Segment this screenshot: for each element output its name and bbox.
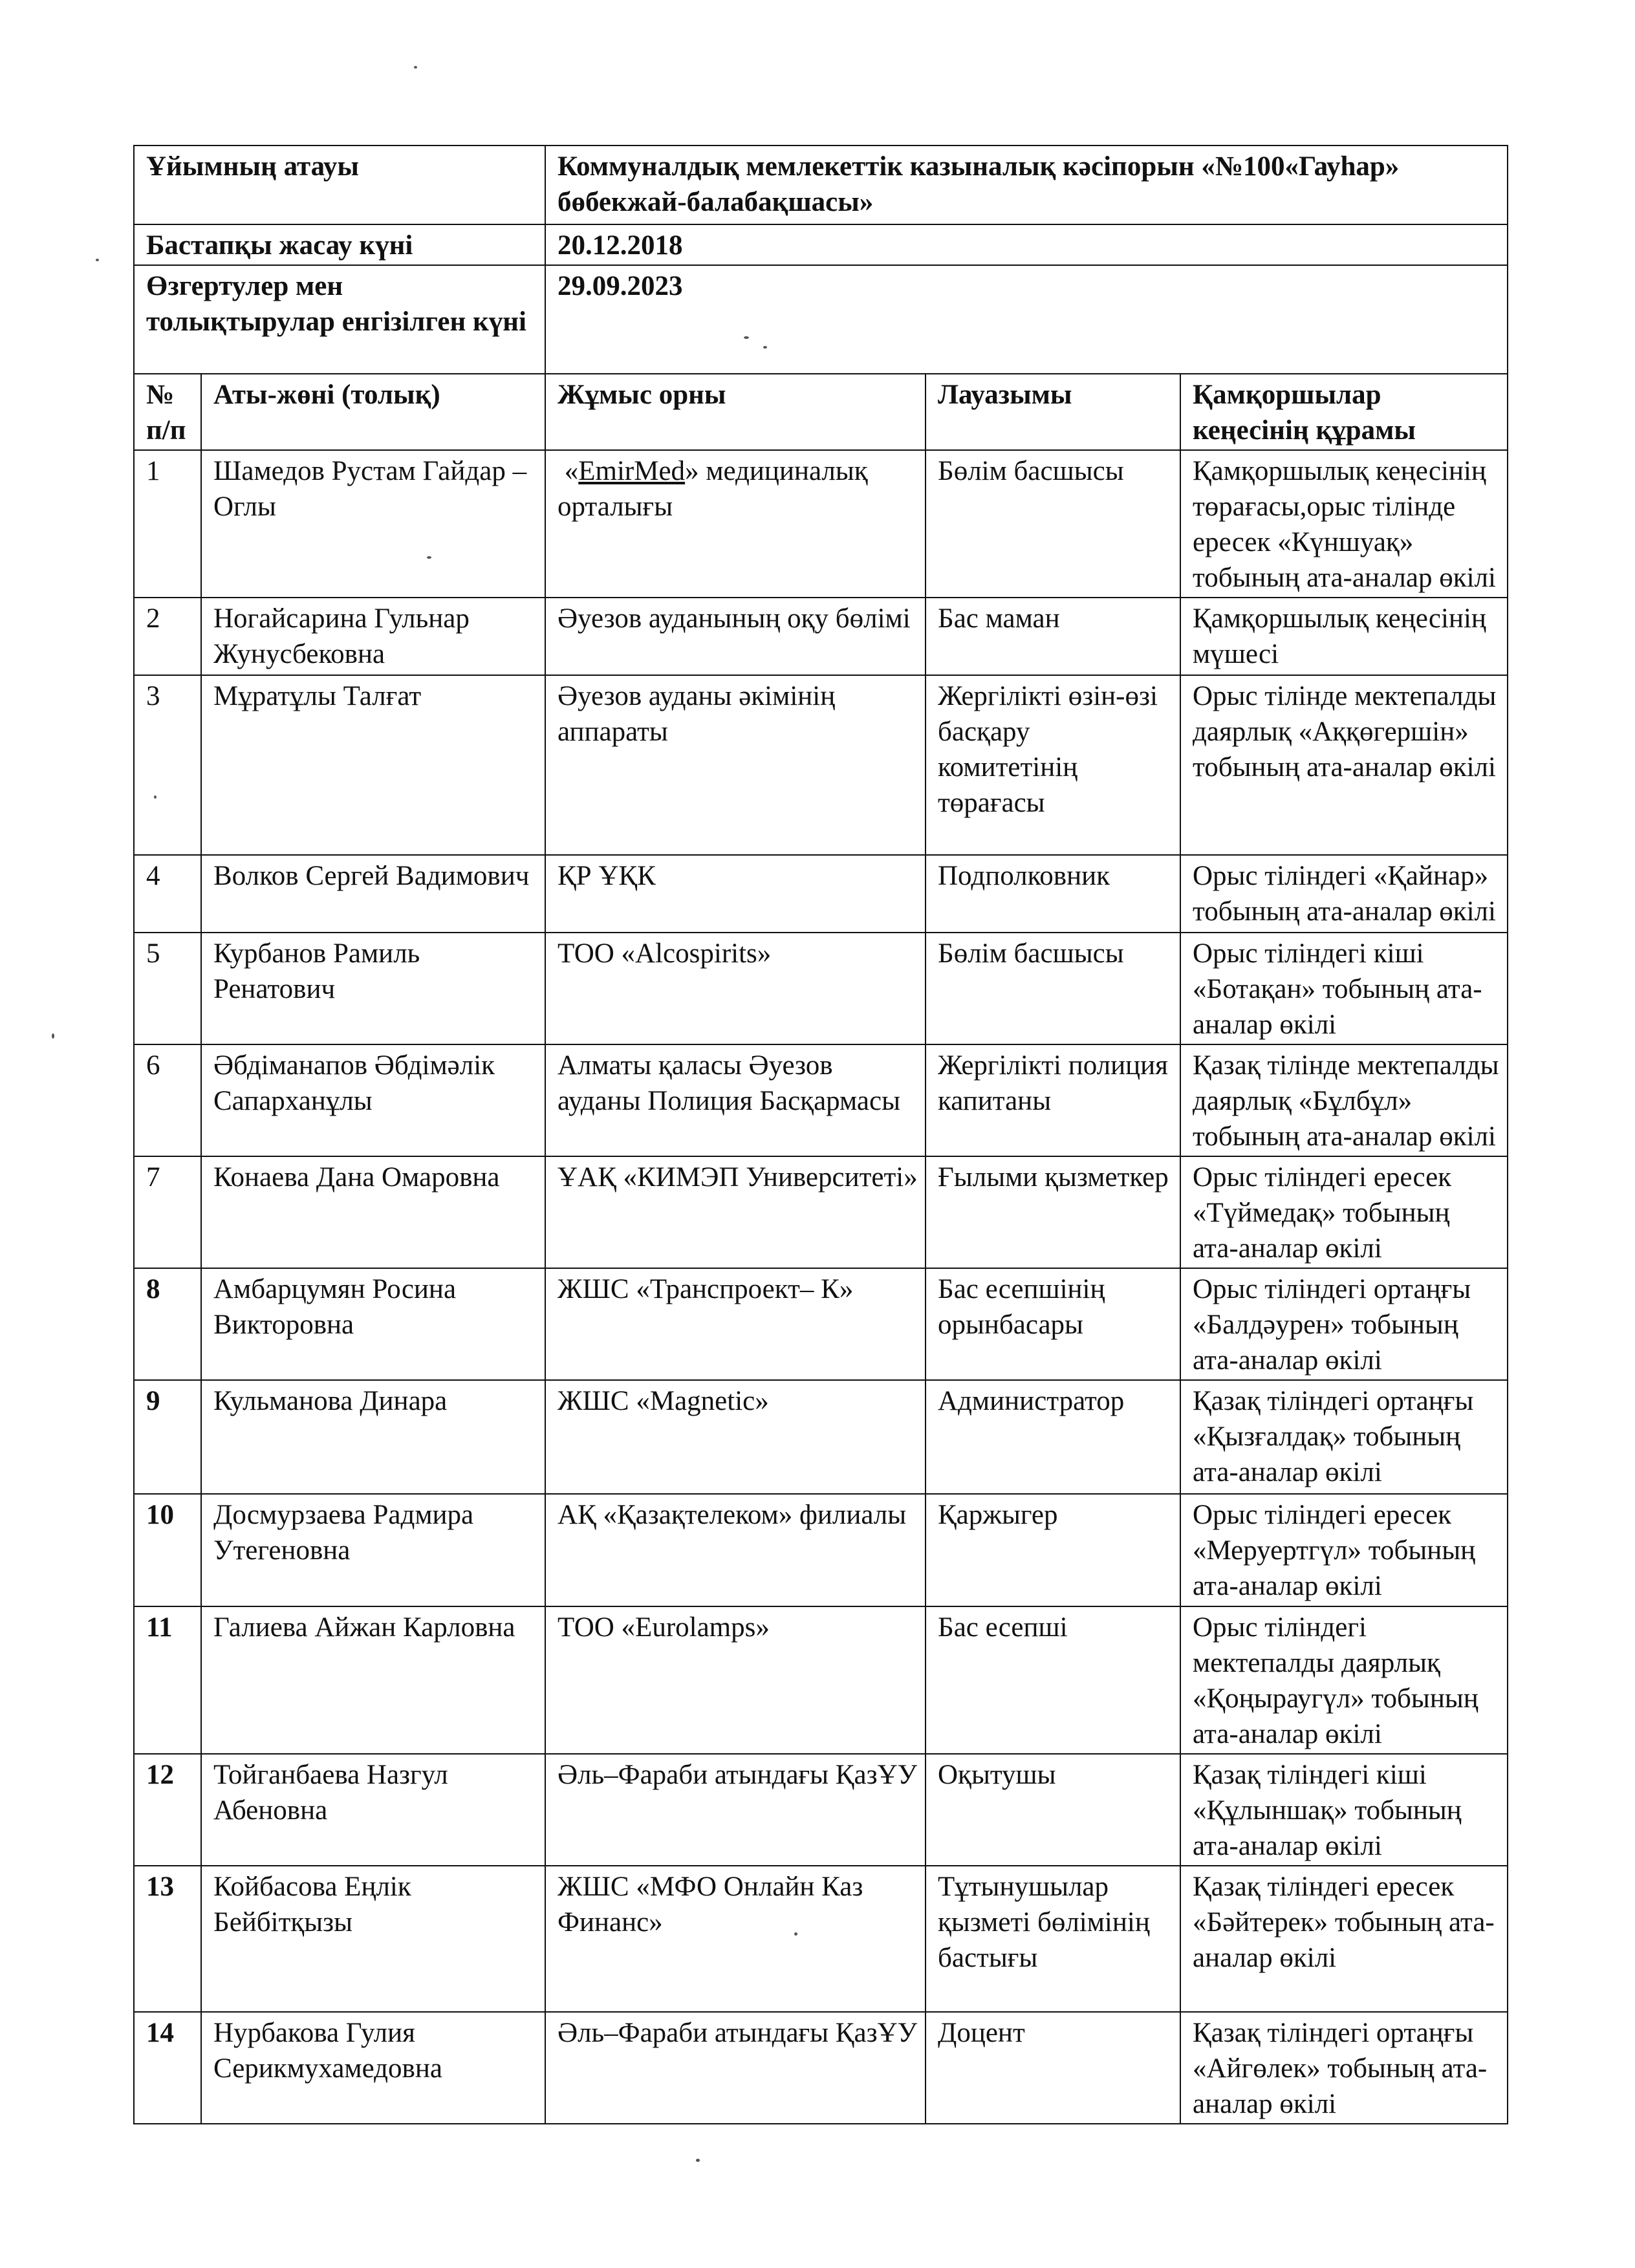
table-row xyxy=(134,675,1508,855)
row-number: 12 xyxy=(134,1754,201,1866)
changed-date: 29.09.2023 xyxy=(545,265,1508,374)
row-council: Қазақ тіліндегі кіші «Құлыншақ» тобының ата-аналар өкілі xyxy=(1180,1754,1508,1866)
row-position: Доцент xyxy=(926,2012,1180,2124)
row-council: Қазақ тіліндегі ортаңғы «Қызғалдақ» тобының ата-аналар өкілі xyxy=(1180,1380,1508,1494)
row-position: Бас маман xyxy=(926,598,1180,675)
row-position: Бөлім басшысы xyxy=(926,933,1180,1044)
row-council: Орыс тілінде мектепалды даярлық «Аққөгершін» тобының ата-аналар өкілі xyxy=(1180,675,1508,855)
row-position: Бас есепші xyxy=(926,1606,1180,1754)
row-number: 9 xyxy=(134,1380,201,1494)
row-workplace: ҰАҚ «КИМЭП Университеті» xyxy=(545,1156,926,1268)
table-row xyxy=(134,1156,1508,1268)
row-number: 11 xyxy=(134,1606,201,1754)
changed-label: Өзгертулер мен толықтырулар енгізілген күні xyxy=(134,265,545,374)
trustee-council-table xyxy=(133,145,1508,2124)
row-number: 3 xyxy=(134,675,201,855)
row-number: 8 xyxy=(134,1268,201,1380)
row-number: 5 xyxy=(134,933,201,1044)
row-position: Администратор xyxy=(926,1380,1180,1494)
row-workplace: АҚ «Қазақтелеком» филиалы xyxy=(545,1494,926,1606)
row-name: Ногайсарина Гульнар Жунусбековна xyxy=(201,598,545,675)
col-header-workplace: Жұмыс орны xyxy=(545,374,926,450)
row-position: Оқытушы xyxy=(926,1754,1180,1866)
row-council: Қазақ тіліндегі ересек «Бәйтерек» тобының ата-аналар өкілі xyxy=(1180,1866,1508,2012)
row-position: Жергілікті өзін-өзі басқару комитетінің төрағасы xyxy=(926,675,1180,855)
row-workplace: ТОО «Alcospirits» xyxy=(545,933,926,1044)
row-workplace-part: « xyxy=(564,456,579,486)
row-council: Қамқоршылық кеңесінің мүшесі xyxy=(1180,598,1508,675)
row-name: Тойганбаева Назгул Абеновна xyxy=(201,1754,545,1866)
row-name: Досмурзаева Радмира Утегеновна xyxy=(201,1494,545,1606)
org-label: Ұйымның атауы xyxy=(134,146,545,224)
row-number: 7 xyxy=(134,1156,201,1268)
org-name-row xyxy=(134,146,1508,224)
row-name: Шамедов Рустам Гайдар –Оглы xyxy=(201,450,545,598)
created-row xyxy=(134,224,1508,265)
table-row xyxy=(134,1866,1508,2012)
row-workplace: ТОО «Eurolamps» xyxy=(545,1606,926,1754)
row-workplace: ЖШС «Magnetic» xyxy=(545,1380,926,1494)
row-position: Подполковник xyxy=(926,855,1180,933)
row-workplace: Әуезов ауданы әкімінің аппараты xyxy=(545,675,926,855)
row-workplace: ЖШС «Транспроект– К» xyxy=(545,1268,926,1380)
col-header-council: Қамқоршылар кеңесінің құрамы xyxy=(1180,374,1508,450)
scan-speck xyxy=(96,259,99,261)
scan-speck xyxy=(52,1033,54,1039)
row-position: Тұтынушылар қызметі бөлімінің бастығы xyxy=(926,1866,1180,2012)
row-name: Нурбакова Гулия Серикмухамедовна xyxy=(201,2012,545,2124)
row-number: 13 xyxy=(134,1866,201,2012)
row-number: 4 xyxy=(134,855,201,933)
row-name: Галиева Айжан Карловна xyxy=(201,1606,545,1754)
table-row xyxy=(134,598,1508,675)
created-date: 20.12.2018 xyxy=(545,224,1508,265)
row-workplace-part: » медициналық орталығы xyxy=(558,456,868,522)
col-header-num: № п/п xyxy=(134,374,201,450)
row-workplace: Әль–Фараби атындағы ҚазҰУ xyxy=(545,1754,926,1866)
row-workplace: Әль–Фараби атындағы ҚазҰУ xyxy=(545,2012,926,2124)
scan-speck xyxy=(414,66,417,69)
created-label: Бастапқы жасау күні xyxy=(134,224,545,265)
col-header-position: Лауазымы xyxy=(926,374,1180,450)
row-workplace: ЖШС «МФО Онлайн Каз Финанс» xyxy=(545,1866,926,2012)
row-position: Ғылыми қызметкер xyxy=(926,1156,1180,1268)
row-position: Қаржыгер xyxy=(926,1494,1180,1606)
table-row xyxy=(134,1268,1508,1380)
row-council: Орыс тіліндегі мектепалды даярлық «Қоңыраугүл» тобының ата-аналар өкілі xyxy=(1180,1606,1508,1754)
row-name: Волков Сергей Вадимович xyxy=(201,855,545,933)
table-row xyxy=(134,1380,1508,1494)
row-name: Мұратұлы Талғат xyxy=(201,675,545,855)
row-number: 14 xyxy=(134,2012,201,2124)
table-row xyxy=(134,1606,1508,1754)
row-name: Койбасова Еңлік Бейбітқызы xyxy=(201,1866,545,2012)
table-row xyxy=(134,1044,1508,1156)
row-council: Орыс тіліндегі ортаңғы «Балдәурен» тобының ата-аналар өкілі xyxy=(1180,1268,1508,1380)
table-row xyxy=(134,1494,1508,1606)
table-row xyxy=(134,855,1508,933)
row-council: Орыс тіліндегі кіші «Ботақан» тобының ата-аналар өкілі xyxy=(1180,933,1508,1044)
row-workplace-brand: EmirMed xyxy=(578,456,686,486)
row-number: 10 xyxy=(134,1494,201,1606)
row-council: Қазақ тіліндегі ортаңғы «Айгөлек» тобының ата-аналар өкілі xyxy=(1180,2012,1508,2124)
row-name: Курбанов Рамиль Ренатович xyxy=(201,933,545,1044)
row-council: Қазақ тілінде мектепалды даярлық «Бұлбұл» тобының ата-аналар өкілі xyxy=(1180,1044,1508,1156)
scan-speck xyxy=(696,2159,700,2162)
row-name: Амбарцумян Росина Викторовна xyxy=(201,1268,545,1380)
row-name: Әбдіманапов Әбдімәлік Сапарханұлы xyxy=(201,1044,545,1156)
row-position: Бас есепшінің орынбасары xyxy=(926,1268,1180,1380)
row-council: Қамқоршылық кеңесінің төрағасы,орыс тілінде ересек «Күншуақ» тобының ата-аналар өкілі xyxy=(1180,450,1508,598)
row-workplace: Алматы қаласы Әуезов ауданы Полиция Басқармасы xyxy=(545,1044,926,1156)
row-position: Жергілікті полиция капитаны xyxy=(926,1044,1180,1156)
row-workplace xyxy=(545,450,926,598)
org-name: Коммуналдық мемлекеттік казыналық кәсіпорын «№100«Гауһар» бөбекжай-балабақшасы» xyxy=(545,146,1508,224)
row-council: Орыс тіліндегі ересек «Меруертгүл» тобының ата-аналар өкілі xyxy=(1180,1494,1508,1606)
row-name: Конаева Дана Омаровна xyxy=(201,1156,545,1268)
table-row xyxy=(134,1754,1508,1866)
row-workplace: ҚР ҰҚК xyxy=(545,855,926,933)
row-number: 1 xyxy=(134,450,201,598)
row-position: Бөлім басшысы xyxy=(926,450,1180,598)
row-number: 2 xyxy=(134,598,201,675)
changed-row xyxy=(134,265,1508,374)
row-number: 6 xyxy=(134,1044,201,1156)
row-name: Кульманова Динара xyxy=(201,1380,545,1494)
table-row xyxy=(134,450,1508,598)
col-header-name: Аты-жөні (толық) xyxy=(201,374,545,450)
table-row xyxy=(134,933,1508,1044)
column-header-row xyxy=(134,374,1508,450)
table-row xyxy=(134,2012,1508,2124)
row-council: Орыс тіліндегі ересек «Түймедақ» тобының ата-аналар өкілі xyxy=(1180,1156,1508,1268)
row-council: Орыс тіліндегі «Қайнар» тобының ата-аналар өкілі xyxy=(1180,855,1508,933)
row-workplace: Әуезов ауданының оқу бөлімі xyxy=(545,598,926,675)
